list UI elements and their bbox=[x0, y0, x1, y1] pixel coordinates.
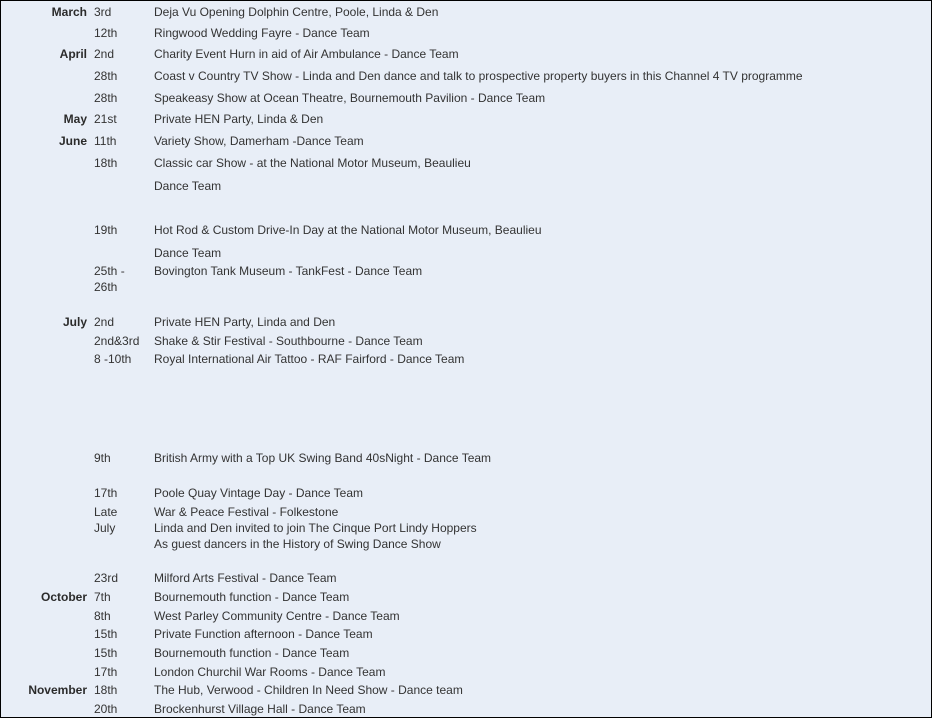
event-description: Charity Event Hurn in aid of Air Ambulance - Dance Team bbox=[154, 47, 459, 61]
day-label: 28th bbox=[94, 69, 118, 83]
table-row bbox=[1, 25, 931, 41]
event-description: London Churchil War Rooms - Dance Team bbox=[154, 665, 386, 679]
event-description: Private HEN Party, Linda and Den bbox=[154, 315, 336, 329]
event-description: Royal International Air Tattoo - RAF Fairford - Dance Team bbox=[154, 352, 465, 366]
month-label: July bbox=[62, 315, 87, 329]
table-row bbox=[1, 570, 931, 586]
table-row bbox=[1, 485, 931, 501]
table-row bbox=[1, 245, 931, 261]
event-description: Poole Quay Vintage Day - Dance Team bbox=[154, 486, 364, 500]
day-label: 18th bbox=[94, 156, 118, 170]
table-row bbox=[1, 178, 931, 194]
day-label: 8 -10th bbox=[94, 352, 132, 366]
event-description: Hot Rod & Custom Drive-In Day at the National Motor Museum, Beaulieu bbox=[154, 223, 542, 237]
event-description: Coast v Country TV Show - Linda and Den dance and talk to prospective property buyers in this Channel 4 TV programme bbox=[154, 69, 803, 83]
table-row bbox=[1, 608, 931, 624]
month-label: November bbox=[28, 683, 87, 697]
month-label: March bbox=[51, 5, 87, 19]
day-label: 23rd bbox=[94, 571, 119, 585]
day-label: 11th bbox=[94, 134, 117, 148]
day-label: 3rd bbox=[94, 5, 112, 19]
day-label: 12th bbox=[94, 26, 118, 40]
event-description: Bournemouth function - Dance Team bbox=[154, 590, 350, 604]
table-row bbox=[1, 664, 931, 680]
day-label: 26th bbox=[94, 280, 118, 294]
day-label: 17th bbox=[94, 486, 118, 500]
day-label: 2nd bbox=[94, 315, 115, 329]
event-description: Shake & Stir Festival - Southbourne - Dance Team bbox=[154, 334, 423, 348]
event-description: Milford Arts Festival - Dance Team bbox=[154, 571, 337, 585]
table-row bbox=[1, 111, 931, 127]
table-row bbox=[1, 222, 931, 238]
event-description: As guest dancers in the History of Swing Dance Show bbox=[154, 537, 441, 551]
day-label: July bbox=[94, 521, 116, 535]
table-row bbox=[1, 589, 931, 605]
month-label: June bbox=[58, 134, 87, 148]
month-label: April bbox=[59, 47, 87, 61]
event-description: Bovington Tank Museum - TankFest - Dance Team bbox=[154, 264, 423, 278]
table-row bbox=[1, 4, 931, 20]
table-row bbox=[1, 155, 931, 171]
table-row bbox=[1, 450, 931, 466]
day-label: Late bbox=[94, 505, 118, 519]
day-label: 19th bbox=[94, 223, 118, 237]
day-label: 8th bbox=[94, 609, 111, 623]
month-label: May bbox=[63, 112, 87, 126]
table-row bbox=[1, 645, 931, 661]
table-row bbox=[1, 133, 931, 149]
day-label: 20th bbox=[94, 702, 118, 716]
event-description: Deja Vu Opening Dolphin Centre, Poole, Linda & Den bbox=[154, 5, 439, 19]
event-description: Variety Show, Damerham -Dance Team bbox=[154, 134, 364, 148]
day-label: 17th bbox=[94, 665, 118, 679]
day-label: 28th bbox=[94, 91, 118, 105]
table-row bbox=[1, 333, 931, 349]
event-description: Private Function afternoon - Dance Team bbox=[154, 627, 373, 641]
day-label: 7th bbox=[94, 590, 111, 604]
event-description: The Hub, Verwood - Children In Need Show - Dance team bbox=[154, 683, 463, 697]
event-description: Dance Team bbox=[154, 246, 222, 260]
day-label: 2nd bbox=[94, 47, 115, 61]
day-label: 2nd&3rd bbox=[94, 334, 140, 348]
table-row bbox=[1, 314, 931, 330]
day-label: 15th bbox=[94, 627, 118, 641]
day-label: 25th - bbox=[94, 264, 125, 278]
day-label: 9th bbox=[94, 451, 111, 465]
event-description: Bournemouth function - Dance Team bbox=[154, 646, 350, 660]
day-label: 18th bbox=[94, 683, 118, 697]
table-row bbox=[1, 263, 931, 279]
event-description: Classic car Show - at the National Motor Museum, Beaulieu bbox=[154, 156, 471, 170]
table-row bbox=[1, 504, 931, 520]
event-description: Ringwood Wedding Fayre - Dance Team bbox=[154, 26, 370, 40]
table-row bbox=[1, 536, 931, 552]
event-description: Linda and Den invited to join The Cinque Port Lindy Hoppers bbox=[154, 521, 477, 535]
month-label: October bbox=[40, 590, 87, 604]
table-row bbox=[1, 351, 931, 367]
day-label: 15th bbox=[94, 646, 118, 660]
table-row bbox=[1, 279, 931, 295]
event-description: British Army with a Top UK Swing Band 40sNight - Dance Team bbox=[154, 451, 492, 465]
event-description: Speakeasy Show at Ocean Theatre, Bournemouth Pavilion - Dance Team bbox=[154, 91, 546, 105]
table-row bbox=[1, 520, 931, 536]
event-description: War & Peace Festival - Folkestone bbox=[154, 505, 339, 519]
table-row bbox=[1, 46, 931, 62]
event-description: Private HEN Party, Linda & Den bbox=[154, 112, 324, 126]
table-row bbox=[1, 701, 931, 717]
table-row bbox=[1, 90, 931, 106]
event-description: West Parley Community Centre - Dance Team bbox=[154, 609, 400, 623]
day-label: 21st bbox=[94, 112, 117, 126]
table-row bbox=[1, 68, 931, 84]
table-row bbox=[1, 682, 931, 698]
table-row bbox=[1, 626, 931, 642]
event-description: Brockenhurst Village Hall - Dance Team bbox=[154, 702, 366, 716]
event-description: Dance Team bbox=[154, 179, 222, 193]
